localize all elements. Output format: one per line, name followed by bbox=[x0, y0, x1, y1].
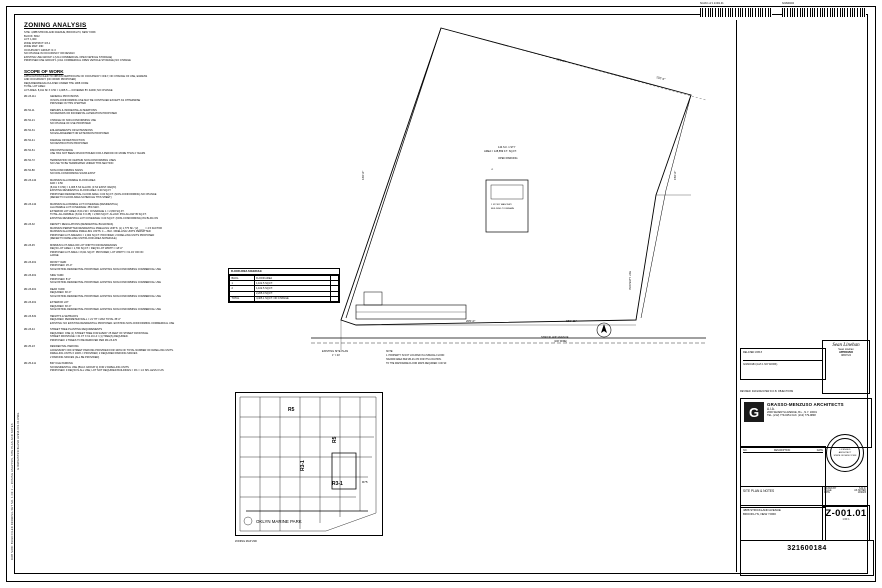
note-item-body bbox=[50, 149, 229, 156]
hdr-line: ZONE MAP: 23D bbox=[24, 45, 44, 48]
notes-items bbox=[24, 95, 229, 373]
notes-scope-lines bbox=[24, 75, 229, 93]
note-item-line: PROPOSED LOT AREA = 8,011 SQ.FT. PROVIDED; LOT WIDTH = 61.19' OR ON bbox=[50, 250, 144, 254]
note-item bbox=[24, 149, 229, 156]
note-item bbox=[24, 139, 229, 146]
note-item-line: CHANGE OF NON-CONFORMING USE bbox=[50, 118, 96, 122]
table-cell: 2 bbox=[230, 286, 255, 291]
date-value: 10/2023 bbox=[857, 492, 866, 494]
note-item-line: NO EXISTING RESIDENTIAL PROPOSED. EXISTING NON-CONFORMING COMMERCIAL USE bbox=[50, 294, 161, 298]
note-item-line: PROPOSED: 15'-0" bbox=[50, 264, 73, 267]
svg-text:BUILDING TO REMAIN: BUILDING TO REMAIN bbox=[491, 208, 515, 210]
note-item-code: ZR-23-461 bbox=[24, 287, 37, 291]
note-item bbox=[24, 95, 229, 106]
svg-text:OPEN PARKING: OPEN PARKING bbox=[498, 157, 518, 160]
project-address-line1: 4888 STRICKLAND AVENUE bbox=[743, 508, 781, 512]
note-item-body bbox=[50, 203, 229, 221]
note-item-body bbox=[50, 109, 229, 116]
note-item-line: EXISTING: NO EXISTING RESIDENTIAL PROPOSED. EXISTING NON-CONFORMING COMMERCIAL USE bbox=[50, 321, 175, 325]
svg-text:1. PROPERTY IS NOT LOCATED IN: 1. PROPERTY IS NOT LOCATED IN A SPECIAL FLOOD bbox=[386, 355, 445, 357]
table-cell: 1 bbox=[230, 281, 255, 286]
note-item-code: ZR-52-61 bbox=[24, 148, 35, 152]
note-item-body bbox=[50, 315, 229, 326]
hdr-line: OCCUPANCY GROUP: R-3 bbox=[24, 48, 56, 52]
approval-name: Sean Linehan bbox=[838, 348, 854, 351]
note-item-body bbox=[50, 261, 229, 272]
note-item-code: ZR-23-32 bbox=[24, 223, 35, 226]
note-item bbox=[24, 244, 229, 258]
note-item-body bbox=[50, 179, 229, 200]
left-edge-text: DOB NOW: BUILD FILED DRAWING SET NO. 1 OF 1 — ZONING ANALYSIS, SITE PLAN AND NOTES bbox=[11, 423, 14, 560]
note-item-line: NO REPAIRS OR INCIDENTAL ALTERATION PROPOSED bbox=[50, 112, 117, 115]
zoning-map-inset bbox=[235, 392, 383, 536]
approval-signature: Sean Linehan bbox=[832, 343, 860, 348]
svg-text:1" = 40': 1" = 40' bbox=[332, 354, 341, 357]
note-item-code: ZR-23-461 bbox=[24, 274, 37, 277]
note-item bbox=[24, 119, 229, 126]
note-item-line: DISCONTINUANCE bbox=[50, 148, 73, 152]
table-cell: 2,205.0 SQ.FT. bbox=[254, 291, 330, 296]
note-item-code: ZR-25-411 bbox=[24, 362, 36, 365]
revision-col-no: NO. bbox=[743, 449, 748, 452]
note-item bbox=[24, 203, 229, 221]
note-item-line: TERMINATION OF CERTAIN NON-CONFORMING USES bbox=[50, 158, 116, 162]
note-item-code: ZR-23-44 bbox=[24, 328, 35, 331]
scope-line: APPLICATION FILED TO OBTAIN CERTIFICATE OF OCCUPANCY ONLY; NO CHANGE OF USE, EGRESS bbox=[24, 74, 148, 78]
note-item-code: ZR-52-72 bbox=[24, 158, 35, 162]
note-item-code: ZR-52-21 bbox=[24, 118, 35, 122]
note-item bbox=[24, 129, 229, 136]
svg-text:NOTE:: NOTE: bbox=[386, 351, 394, 353]
related-job-box bbox=[740, 348, 826, 380]
floor-area-schedule bbox=[228, 268, 340, 303]
note-item-line: NO CHANGE OF USE PROPOSED bbox=[50, 122, 91, 125]
note-item-body bbox=[50, 345, 229, 359]
approval-date: 08/07/24 bbox=[841, 354, 851, 358]
related-job-value: 321600184 (ALT-1 NO WORK) bbox=[743, 360, 823, 366]
svg-text:191'-6": 191'-6" bbox=[555, 57, 566, 64]
table-header-cell: BLDG. bbox=[230, 276, 255, 281]
scope-line: REQUIRED/RECALCULATED UNDER THE 1968 CODE bbox=[24, 81, 89, 85]
revision-col-date: DATE bbox=[816, 449, 823, 452]
floor-area-schedule-caption: FLOOR AREA SCHEDULE bbox=[229, 269, 339, 275]
note-item-line: MAXIMUM ALLOWABLE FLOOR AREA: bbox=[50, 178, 96, 182]
revision-col-desc: DESCRIPTION bbox=[773, 449, 791, 452]
note-item-line: NO ENLARGEMENT OR EXTENSION PROPOSED bbox=[50, 132, 109, 135]
project-address-line2: BROOKLYN, NEW YORK bbox=[743, 512, 777, 516]
table-row bbox=[230, 296, 339, 301]
zoning-map-caption: ZONING MAP 23D bbox=[235, 540, 257, 543]
note-item-line: USE HAS NOT BEEN DISCONTINUED FOR A PERIOD OF MORE THAN 2 YEARS bbox=[50, 152, 146, 155]
note-item-line: (8,011 X 0.50) = 4,005.5 SF ALLOW. (0 SF EXIST. REQ'D) bbox=[50, 185, 117, 189]
table-header-cell: FLOOR AREA bbox=[254, 276, 330, 281]
floor-area-schedule-table bbox=[229, 275, 339, 302]
note-item-body bbox=[50, 169, 229, 176]
note-item-line: FRONT YARD bbox=[50, 260, 67, 264]
architect-seal bbox=[826, 434, 864, 472]
svg-text:(100' WIDE): (100' WIDE) bbox=[554, 340, 567, 343]
note-item-line: REQUIRED: PERIMETER WALL = 21' HT / MAX TOTAL 35'-0" bbox=[50, 318, 121, 321]
note-item-line: HEIGHTS & SETBACKS bbox=[50, 314, 79, 318]
note-item-line: NO RESIDENTIAL USE (BULK GROUP 4) FOR 2 DWELLING UNITS bbox=[50, 365, 129, 369]
note-item-line: EXTERIOR LOT bbox=[50, 301, 69, 304]
note-item-line: NO EXISTING RESIDENTIAL PROPOSED. EXISTING NON-CONFORMING COMMERCIAL USE bbox=[50, 267, 161, 271]
note-item-body bbox=[50, 288, 229, 299]
barcode-left bbox=[700, 8, 772, 17]
note-item-line: BICYCLE PARKING bbox=[50, 362, 73, 365]
note-item-line: NO NON-CONFORMING SIGNS EXIST bbox=[50, 172, 96, 175]
note-item-line: NO EXISTING RESIDENTIAL PROPOSED. EXISTING NON-CONFORMING COMMERCIAL USE bbox=[50, 308, 161, 311]
drawn-scale-box bbox=[822, 486, 868, 507]
seal-line-1: LICENSED bbox=[839, 449, 851, 451]
notes-header-lines bbox=[24, 31, 229, 63]
zoning-analysis-notes bbox=[24, 22, 229, 373]
svg-text:R3-1: R3-1 bbox=[332, 481, 343, 487]
note-item-line: RESIDENTIAL PARKING bbox=[50, 345, 79, 348]
firm-sub: A.I.A. bbox=[767, 407, 775, 411]
note-item-line: FAR = 0.50 bbox=[50, 182, 63, 185]
barcode-right bbox=[782, 8, 866, 17]
note-item-line: EXISTING RESIDENTIAL LOT COVERAGE: 0.00 SQ.FT. (NON-CONFORMING) 0% BLDG ON bbox=[50, 216, 159, 220]
note-item-code: ZR-52-80 bbox=[24, 168, 35, 172]
note-item bbox=[24, 109, 229, 116]
firm-phone: TEL. (212) 779-0251 FAX. (212) 779-9848 bbox=[767, 414, 816, 418]
note-item-line: MAXIMUM ALLOWABLE DWELLING UNITS: 4 — BLK. DWELLING UNITS PERMITTED bbox=[50, 230, 151, 233]
note-item-code: ZR-52-41 bbox=[24, 138, 35, 142]
approval-box bbox=[822, 340, 870, 394]
note-item-line: DWELLING UNITS X 100% = PROVIDED; 2 REQUIRED PARKING SPACES bbox=[50, 352, 138, 355]
note-item-line: DENSITY REGULATIONS (RESIDENTIAL BUILDINGS) bbox=[50, 223, 114, 226]
firm-address: 2600 SEVENTH AVENUE, B.L., N.Y. 10001 bbox=[767, 411, 817, 414]
left-edge-filepath: G:\DWG\STRICKLAND AVE\Z-001.01.DWG bbox=[17, 412, 20, 470]
hdr-line: SITE: 4,888 STRICKLAND AVENUE, BROOKLYN, NEW YORK bbox=[24, 31, 96, 34]
table-cell: 4,405.1 SQ.FT. NO CHANGE bbox=[254, 296, 330, 301]
hdr-line: NO CHANGE IN OCCUPANCY OR DESIGN bbox=[24, 52, 75, 55]
svg-text:1 STORY MASONRY: 1 STORY MASONRY bbox=[491, 204, 512, 206]
svg-text:R5: R5 bbox=[288, 407, 295, 413]
job-number-box bbox=[740, 540, 874, 576]
note-item bbox=[24, 315, 229, 326]
seal-caption: REVISED: 04/19/2024 PER D.O.B. OBJECTIONS bbox=[740, 390, 794, 393]
note-item bbox=[24, 288, 229, 299]
barcode-right-label: 321600184 bbox=[782, 2, 794, 5]
note-item-line: NO USE TO BE TERMINATED UNDER THIS SECTION bbox=[50, 162, 114, 165]
note-item-line: NO DESTRUCTION PROPOSED bbox=[50, 142, 89, 145]
sheet-number-box bbox=[822, 505, 870, 541]
note-item bbox=[24, 274, 229, 285]
note-item-line: DAMAGE OR DESTRUCTION bbox=[50, 138, 85, 142]
hdr-line: LOT: 1,000 bbox=[24, 38, 37, 41]
note-item-code: ZR-23-461 bbox=[24, 301, 37, 304]
note-item-line: MINIMUM LOT AREA OR LOT WIDTH FOR RESIDENCES bbox=[50, 243, 117, 247]
seal-line-2: ARCHITECT bbox=[838, 451, 852, 454]
svg-text:EXISTING SITE PLAN: EXISTING SITE PLAN bbox=[322, 350, 349, 353]
notes-title: ZONING ANALYSIS bbox=[24, 22, 87, 29]
note-item-line: (REFER TO DWELLING UNIT/FLOOR AREA SCHEDULE) bbox=[50, 237, 117, 240]
svg-text:⚠: ⚠ bbox=[491, 168, 494, 171]
svg-text:R3-1: R3-1 bbox=[300, 460, 306, 471]
note-item-line: EXISTING RESIDENTIAL FLOOR AREA: 0.00 SQ.FT. bbox=[50, 189, 112, 192]
note-item-line: REQUIRED: 30'-0" bbox=[50, 304, 72, 308]
note-item-line: MAXIMUM ALLOWABLE LOT COVERAGE (RESIDENTIAL) bbox=[50, 202, 119, 206]
drawn-by-value: S.M.D. bbox=[858, 488, 866, 490]
note-item-line: (REFER TO FLOOR AREA SCHEDULE THIS SHEET) bbox=[50, 196, 112, 199]
note-item-code: ZR-23-142 bbox=[24, 178, 37, 182]
note-item-body bbox=[50, 301, 229, 312]
note-item-code: ZR-52-11 bbox=[24, 108, 35, 112]
note-item-line: IN NON-CONFORMING USE MAY BE CONTINUED EXCEPT AS OTHERWISE bbox=[50, 98, 141, 102]
note-item-code: ZR-23-631 bbox=[24, 314, 37, 318]
note-item-code: ZR-23-45 bbox=[24, 243, 35, 247]
sheet-number: Z-001.01 bbox=[825, 508, 867, 519]
note-item-line: REQUIRED: 30'-0" bbox=[50, 291, 72, 294]
svg-text:686'-11": 686'-11" bbox=[566, 319, 577, 323]
note-item-line: ACCESSORY OFF-STREET PARKING PROVIDED FOR 100% OF TOTAL NUMBER OF DWELLING UNITS. bbox=[50, 348, 174, 352]
barcode-left-label: SCAN 1 of 1 Z-001.01 bbox=[700, 2, 724, 5]
related-job-label: RELATED JOB # bbox=[743, 351, 762, 354]
note-item-body bbox=[50, 362, 229, 373]
note-item-line: REAR YARD bbox=[50, 287, 65, 291]
hdr-line: EXISTING USE GROUP 1 (UG1 COMMERCIAL OPEN VEHICLE STORAGE) bbox=[24, 55, 113, 59]
firm-name: GRASSO-MENZUSO ARCHITECTS bbox=[767, 402, 844, 407]
approval-status: APPROVED bbox=[838, 351, 854, 355]
note-item bbox=[24, 328, 229, 342]
date-label: DATE bbox=[824, 492, 830, 494]
note-item-line: NO EXISTING RESIDENTIAL PROPOSED. EXISTING NON-CONFORMING COMMERCIAL USE bbox=[50, 281, 161, 284]
note-item-line: GENERAL PROVISIONS bbox=[50, 95, 79, 98]
note-item-line: ENLARGEMENTS OR EXTENSIONS bbox=[50, 128, 93, 132]
hdr-line: ZONE DISTRICT: R3-1 bbox=[24, 41, 51, 45]
firm-logo: G bbox=[744, 402, 764, 422]
project-address-box bbox=[740, 505, 826, 541]
svg-text:160'-0": 160'-0" bbox=[361, 170, 365, 180]
scope-line: AND OCCUPANCY (NO WORK PROPOSED) bbox=[24, 78, 77, 81]
table-cell: TOTAL bbox=[230, 296, 255, 301]
scope-line: LOT AREA: 8,011 SF X 0.50 = 4,005.5 — COVERED BY ZARD; NO CHANGE bbox=[24, 88, 113, 92]
svg-text:144 S.F. 1 STY: 144 S.F. 1 STY bbox=[498, 146, 516, 149]
scope-line: TOTAL LOT AREA: bbox=[24, 85, 46, 88]
note-item-body bbox=[50, 159, 229, 166]
svg-text:R75: R75 bbox=[362, 480, 368, 484]
table-cell: 1,102.5 SQ.FT. bbox=[254, 286, 330, 291]
scale-value: AS NOTED bbox=[854, 490, 866, 492]
note-item-line: 2 PARKING SPACES (ALL BE PROVIDED) bbox=[50, 355, 100, 359]
note-item-code: ZR-23-461 bbox=[24, 260, 37, 264]
svg-text:205'-0": 205'-0" bbox=[466, 319, 476, 323]
note-item-body bbox=[50, 244, 229, 258]
note-item-line: MAXIMUM PERMITTED RESIDENTIAL DWELLING UNITS: (1) 1,775 SF / (2) ____ = 4.5 FACTOR bbox=[50, 226, 163, 230]
note-item bbox=[24, 169, 229, 176]
hdr-line: BLOCK: 8612 bbox=[24, 34, 40, 38]
note-item-code: ZR-25-23 bbox=[24, 345, 35, 348]
scale-label: SCALE bbox=[824, 490, 832, 492]
note-item bbox=[24, 301, 229, 312]
note-item-body bbox=[50, 95, 229, 106]
note-item-line: EXTERIOR LOT AREA: 8,011 SF / COVERAGE 1 = 2,803 SQ.FT. bbox=[50, 209, 125, 213]
note-item-body bbox=[50, 129, 229, 136]
svg-text:150'-0": 150'-0" bbox=[673, 170, 677, 180]
note-item bbox=[24, 362, 229, 373]
job-number: 321600184 bbox=[787, 545, 827, 552]
hdr-line: PROPOSED USE GROUP 1 (UG1 COMMERCIAL OPEN VEHICLE STORAGE) NO CHANGE bbox=[24, 59, 131, 62]
note-item-line: REQUIRED: ONE (1) STREET TREE FOR EVERY 25 FEET OF STREET FRONTAGE. bbox=[50, 331, 149, 335]
note-item-code: ZR-52-31 bbox=[24, 128, 35, 132]
svg-text:R5: R5 bbox=[332, 436, 338, 443]
svg-text:OKLYN MARINE PARK: OKLYN MARINE PARK bbox=[256, 519, 302, 524]
note-item-body bbox=[50, 274, 229, 285]
note-item-line: STREET TREE PLANTING REQUIREMENTS bbox=[50, 328, 103, 331]
note-item-body bbox=[50, 139, 229, 146]
note-item-line: REPAIRS & INCIDENTAL ALTERATIONS bbox=[50, 108, 97, 112]
svg-text:TO THE MAP/FRAME FLOOR MAPS RE: TO THE MAP/FRAME FLOOR MAPS REQUIRED: 0.00 SF bbox=[386, 363, 447, 365]
note-item-line: TOTAL ALLOWABLE: (8,011 X 0.35) = 2,803 SQ.FT. ALLOW. 35% ALLOW 35 SQ.FT. bbox=[50, 213, 147, 216]
note-item-line: PROVIDED IN THIS CHAPTER bbox=[50, 102, 86, 105]
svg-text:AREA = 128,859 F.T. SQ.FT.: AREA = 128,859 F.T. SQ.FT. bbox=[484, 150, 517, 153]
note-item-line: PROPOSED RESIDENTIAL FLOOR AREA: 0.00 SQ.FT. (NON-CONFORMING) NO CHANGE bbox=[50, 192, 157, 196]
note-item-line: PROPOSED: 0 REQ'D IN ALL USE; LOT NOT REQUIRED BUILDINGS = 0% = 1.0 SPL LESS 0 U/S bbox=[50, 369, 164, 372]
note-item-line: ALLOWABLE LOT COVERAGE: 35% MAX. bbox=[50, 206, 100, 209]
note-item bbox=[24, 261, 229, 272]
note-item-line: SIDE YARD bbox=[50, 274, 64, 277]
note-item bbox=[24, 179, 229, 200]
scope-title: SCOPE OF WORK bbox=[24, 68, 64, 74]
note-item bbox=[24, 223, 229, 241]
note-item-line: LARGE bbox=[50, 254, 59, 257]
note-item bbox=[24, 159, 229, 166]
table-cell: 1,102.5 SQ.FT. bbox=[254, 281, 330, 286]
drawn-by-label: DRAWN BY bbox=[824, 488, 837, 490]
svg-text:STRICKLAND AVENUE: STRICKLAND AVENUE bbox=[541, 336, 569, 339]
seal-line-3: STATE OF NEW YORK bbox=[833, 454, 857, 457]
svg-text:HAZARD AREA PER ZR-23-470 FOR: HAZARD AREA PER ZR-23-470 FOR ITS LOCATION. bbox=[386, 359, 442, 361]
note-item-code: ZR-23-142 bbox=[24, 202, 37, 206]
note-item-line: NON-CONFORMING SIGNS bbox=[50, 168, 83, 172]
note-item-code: ZR-23-111 bbox=[24, 95, 36, 98]
note-item bbox=[24, 345, 229, 359]
sheet-title: SITE PLAN & NOTES bbox=[743, 489, 775, 493]
table-cell bbox=[330, 296, 338, 301]
note-item-body bbox=[50, 223, 229, 241]
note-item-line: PROPOSED LOT AREA/DU = 2,002 SQ.FT. PROVIDED; 2 DWELLING UNITS PROPOSED bbox=[50, 233, 155, 237]
svg-text:102'-6": 102'-6" bbox=[655, 75, 666, 82]
note-item-line: REQ'D LOT AREA = 1,700 SQ.FT. / REQ'D LOT WIDTH = 18'-0" bbox=[50, 247, 123, 250]
note-item-line: PROPOSED: 2 TREES TO BE REMOVED PER ZR-23-470 bbox=[50, 338, 118, 342]
sheet-of: 1 OF 1 bbox=[842, 519, 850, 521]
note-item-line: STREET FRONTAGE = 61 FT X 61.19 LF / (1) TREE(S) REQUIRED. bbox=[50, 335, 129, 338]
svg-text:PROPERTY LINE: PROPERTY LINE bbox=[629, 270, 632, 290]
note-item-line: PROPOSED: 8'-0" bbox=[50, 277, 71, 281]
note-item-body bbox=[50, 119, 229, 126]
site-plan-drawing bbox=[236, 20, 736, 370]
note-item-body bbox=[50, 328, 229, 342]
